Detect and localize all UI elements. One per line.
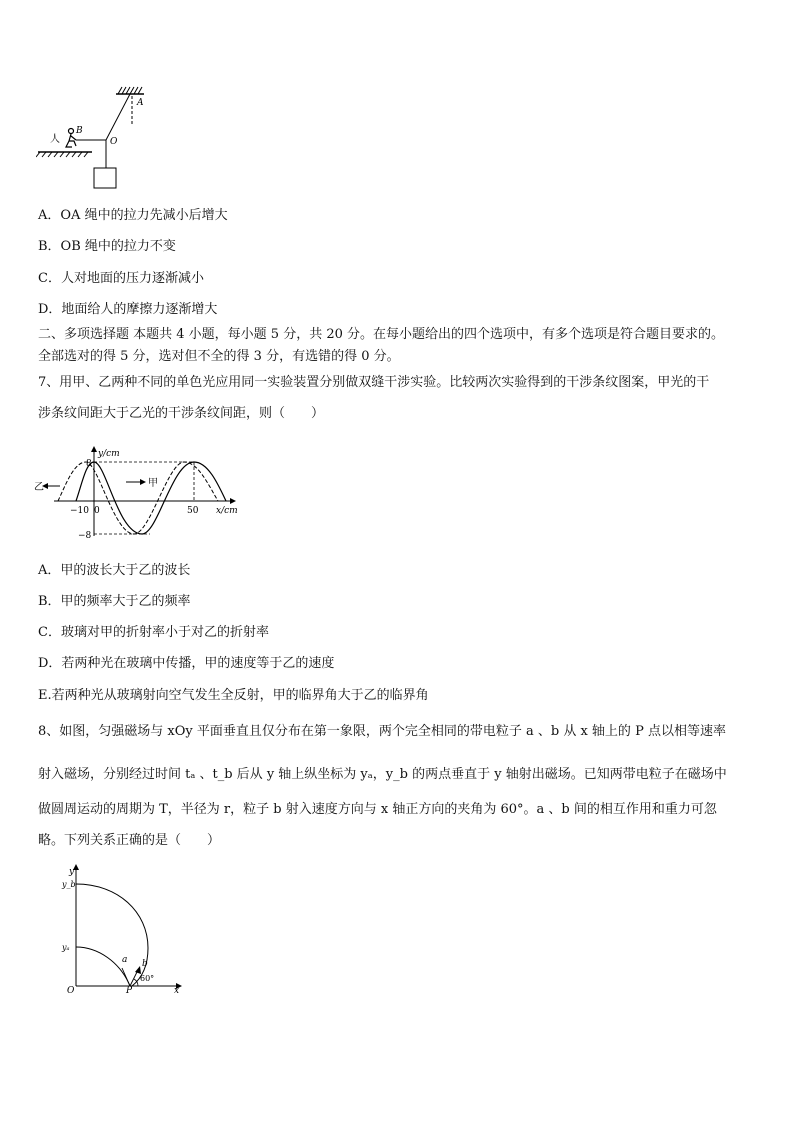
- label-y: y: [69, 867, 75, 877]
- q7-option-b: B．甲的频率大于乙的频率: [38, 594, 191, 609]
- magnetic-field-figure: [58, 862, 188, 994]
- q6-option-d: D．地面给人的摩擦力逐渐增大: [38, 302, 218, 317]
- label-p: P: [126, 986, 133, 994]
- label-jia: 甲: [148, 478, 158, 489]
- q8-stem-line1: 8、如图，匀强磁场与 xOy 平面垂直且仅分布在第一象限，两个完全相同的带电粒子 a 、b 从 x 轴上的 P 点以相等速率: [38, 724, 726, 739]
- ceiling-hatch: [118, 87, 142, 94]
- q7-option-e: E.若两种光从玻璃射向空气发生全反射，甲的临界角大于乙的临界角: [38, 688, 429, 703]
- section2-line2: 全部选对的得 5 分，选对但不全的得 3 分，有选错的得 0 分。: [38, 349, 400, 364]
- q6-option-a: A．OA 绳中的拉力先减小后增大: [38, 208, 228, 223]
- q6-option-b: B．OB 绳中的拉力不变: [38, 239, 176, 254]
- label-angle: 60°: [140, 974, 155, 983]
- wave-figure: [34, 444, 254, 544]
- q7-stem-line2: 涉条纹间距大于乙光的干涉条纹间距，则（ ）: [38, 406, 325, 421]
- rope-oa: [106, 94, 130, 140]
- tick-x-neg10: −10: [70, 506, 89, 516]
- label-b: b: [142, 959, 148, 969]
- tick-x-0: 0: [94, 506, 100, 516]
- velocity-a: [122, 968, 130, 986]
- q7-option-c: C．玻璃对甲的折射率小于对乙的折射率: [38, 625, 269, 640]
- x-axis-label: x/cm: [216, 506, 238, 516]
- tick-y-8: 8: [86, 459, 92, 469]
- x-axis-arrow: [230, 498, 236, 504]
- q7-stem-line1: 7、用甲、乙两种不同的单色光应用同一实验装置分别做双缝干涉实验。比较两次实验得到的干涉条纹图案，甲光的干: [38, 375, 710, 390]
- y-axis-arrow: [91, 446, 97, 452]
- velocity-b-head: [135, 966, 141, 974]
- q6-option-c: C．人对地面的压力逐渐减小: [38, 271, 204, 286]
- section2-line1: 二、多项选择题 本题共 4 小题，每小题 5 分，共 20 分。在每小题给出的四个选项中，有多个选项是符合题目要求的。: [38, 327, 725, 342]
- label-ya: yₐ: [62, 943, 70, 952]
- tick-y-neg8: −8: [78, 531, 92, 541]
- tick-x-50: 50: [187, 506, 199, 516]
- label-o: O: [67, 986, 75, 994]
- q8-stem-line3: 做圆周运动的周期为 T，半径为 r，粒子 b 射入速度方向与 x 轴正方向的夹角为 60°。a 、b 间的相互作用和重力可忽: [38, 802, 717, 817]
- q7-option-a: A．甲的波长大于乙的波长: [38, 563, 191, 578]
- q8-stem-line2: 射入磁场，分别经过时间 tₐ 、t_b 后从 y 轴上纵坐标为 yₐ，y_b 的两点垂直于 y 轴射出磁场。已知两带电粒子在磁场中: [38, 767, 727, 782]
- q8-stem-line4: 略。下列关系正确的是（ ）: [38, 833, 221, 848]
- label-yi: 乙: [34, 482, 44, 493]
- y-axis-label: y/cm: [98, 449, 120, 459]
- label-o: O: [110, 137, 118, 147]
- label-x: x: [174, 986, 180, 994]
- arrow-jia-head: [140, 479, 146, 485]
- label-yb: y_b: [62, 880, 76, 889]
- q7-option-d: D．若两种光在玻璃中传播，甲的速度等于乙的速度: [38, 656, 335, 671]
- trajectory-a: [76, 947, 130, 986]
- wave-jia: [76, 462, 226, 534]
- label-b: B: [76, 126, 83, 136]
- hanging-block: [94, 168, 116, 188]
- label-a: a: [122, 955, 128, 965]
- person-icon: [66, 129, 76, 148]
- label-a: A: [137, 98, 144, 108]
- rope-person-figure: [36, 84, 176, 194]
- label-person: 人: [50, 134, 60, 145]
